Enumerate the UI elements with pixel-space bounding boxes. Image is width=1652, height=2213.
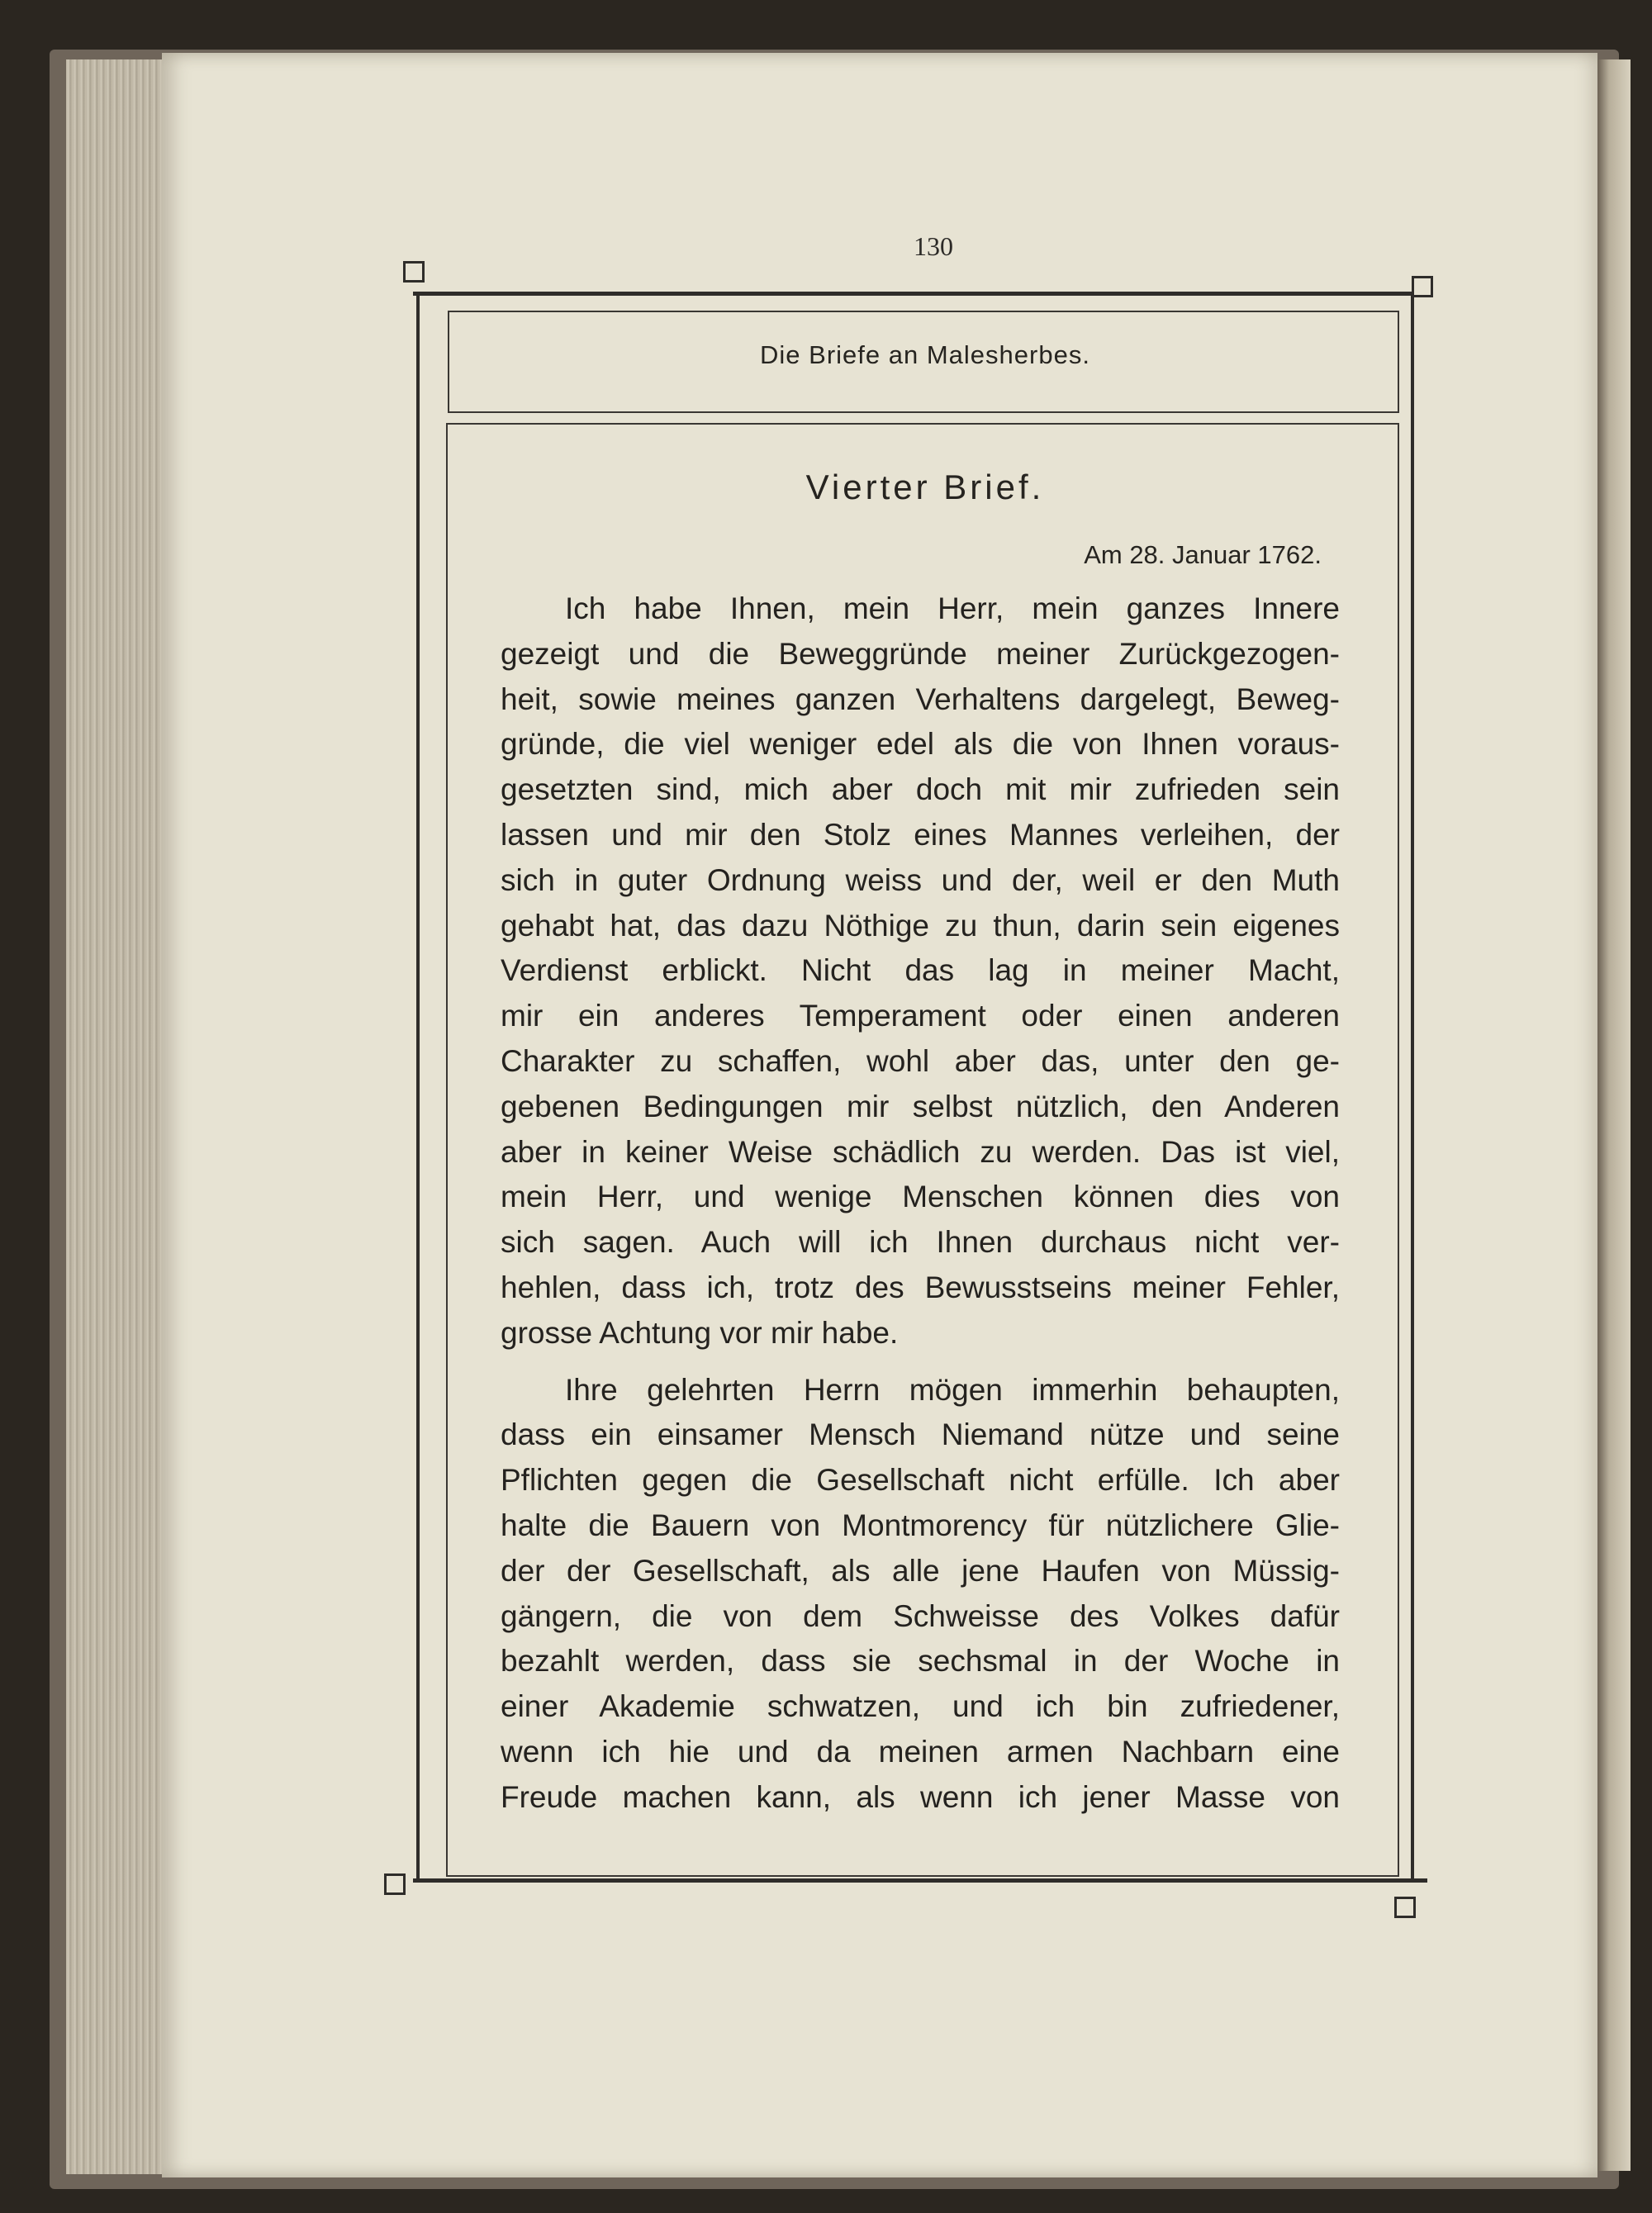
- text-line: mir ein anderes Temperament oder einen anderen: [501, 999, 1340, 1033]
- text-line: gründe, die viel weniger edel als die von Ihnen voraus-: [501, 727, 1340, 762]
- text-line: gehabt hat, das dazu Nöthige zu thun, darin sein eigenes: [501, 908, 1340, 943]
- text-line: Charakter zu schaffen, wohl aber das, unter den ge-: [501, 1043, 1340, 1078]
- text-line: dass ein einsamer Mensch Niemand nütze und seine: [501, 1418, 1340, 1452]
- frame-corner-top-right: [1412, 276, 1433, 297]
- text-line: aber in keiner Weise schädlich zu werden. Das ist viel,: [501, 1134, 1340, 1169]
- page-number: 130: [914, 231, 953, 261]
- running-head: Die Briefe an Malesherbes.: [760, 340, 1090, 369]
- letter-body: [501, 586, 1340, 1821]
- text-line: Pflichten gegen die Gesellschaft nicht erfülle. Ich aber: [501, 1463, 1340, 1498]
- text-line: sich in guter Ordnung weiss und der, weil er den Muth: [501, 862, 1340, 897]
- text-line: mein Herr, und wenige Menschen können dies von: [501, 1180, 1340, 1214]
- text-line: Ich habe Ihnen, mein Herr, mein ganzes Innere: [565, 591, 1340, 625]
- text-line: sich sagen. Auch will ich Ihnen durchaus nicht ver-: [501, 1225, 1340, 1260]
- text-line: gebenen Bedingungen mir selbst nützlich, den Anderen: [501, 1089, 1340, 1123]
- text-line: heit, sowie meines ganzen Verhaltens dargelegt, Beweg-: [501, 681, 1340, 716]
- frame-corner-bottom-left: [384, 1873, 406, 1895]
- text-line: wenn ich hie und da meinen armen Nachbarn eine: [501, 1734, 1340, 1769]
- frame-corner-bottom-right: [1394, 1897, 1416, 1918]
- frame-corner-top-left: [403, 261, 425, 283]
- text-line: gezeigt und die Beweggründe meiner Zurückgezogen-: [501, 636, 1340, 671]
- paragraph: [501, 586, 1340, 1356]
- letter-title: Vierter Brief.: [805, 468, 1045, 506]
- page-edges: [66, 59, 167, 2174]
- letter-date: Am 28. Januar 1762.: [1084, 540, 1322, 569]
- text-line: gängern, die von dem Schweisse des Volkes dafür: [501, 1598, 1340, 1633]
- facing-page-edge: [1597, 59, 1631, 2171]
- text-line: Freude machen kann, als wenn ich jener Masse von: [501, 1779, 1340, 1814]
- text-line: der der Gesellschaft, als alle jene Haufen von Müssig-: [501, 1553, 1340, 1588]
- text-line: Ihre gelehrten Herrn mögen immerhin behaupten,: [565, 1372, 1340, 1407]
- text-line: hehlen, dass ich, trotz des Bewusstseins meiner Fehler,: [501, 1270, 1340, 1304]
- text-line: gesetzten sind, mich aber doch mit mir zufrieden sein: [501, 772, 1340, 807]
- text-line: bezahlt werden, dass sie sechsmal in der Woche in: [501, 1644, 1340, 1679]
- text-line: halte die Bauern von Montmorency für nützlichere Glie-: [501, 1508, 1340, 1542]
- text-line: einer Akademie schwatzen, und ich bin zufriedener,: [501, 1689, 1340, 1724]
- paragraph: [501, 1368, 1340, 1821]
- text-line: Verdienst erblickt. Nicht das lag in meiner Macht,: [501, 953, 1340, 988]
- text-line: lassen und mir den Stolz eines Mannes verleihen, der: [501, 817, 1340, 852]
- text-line: grosse Achtung vor mir habe.: [501, 1315, 899, 1350]
